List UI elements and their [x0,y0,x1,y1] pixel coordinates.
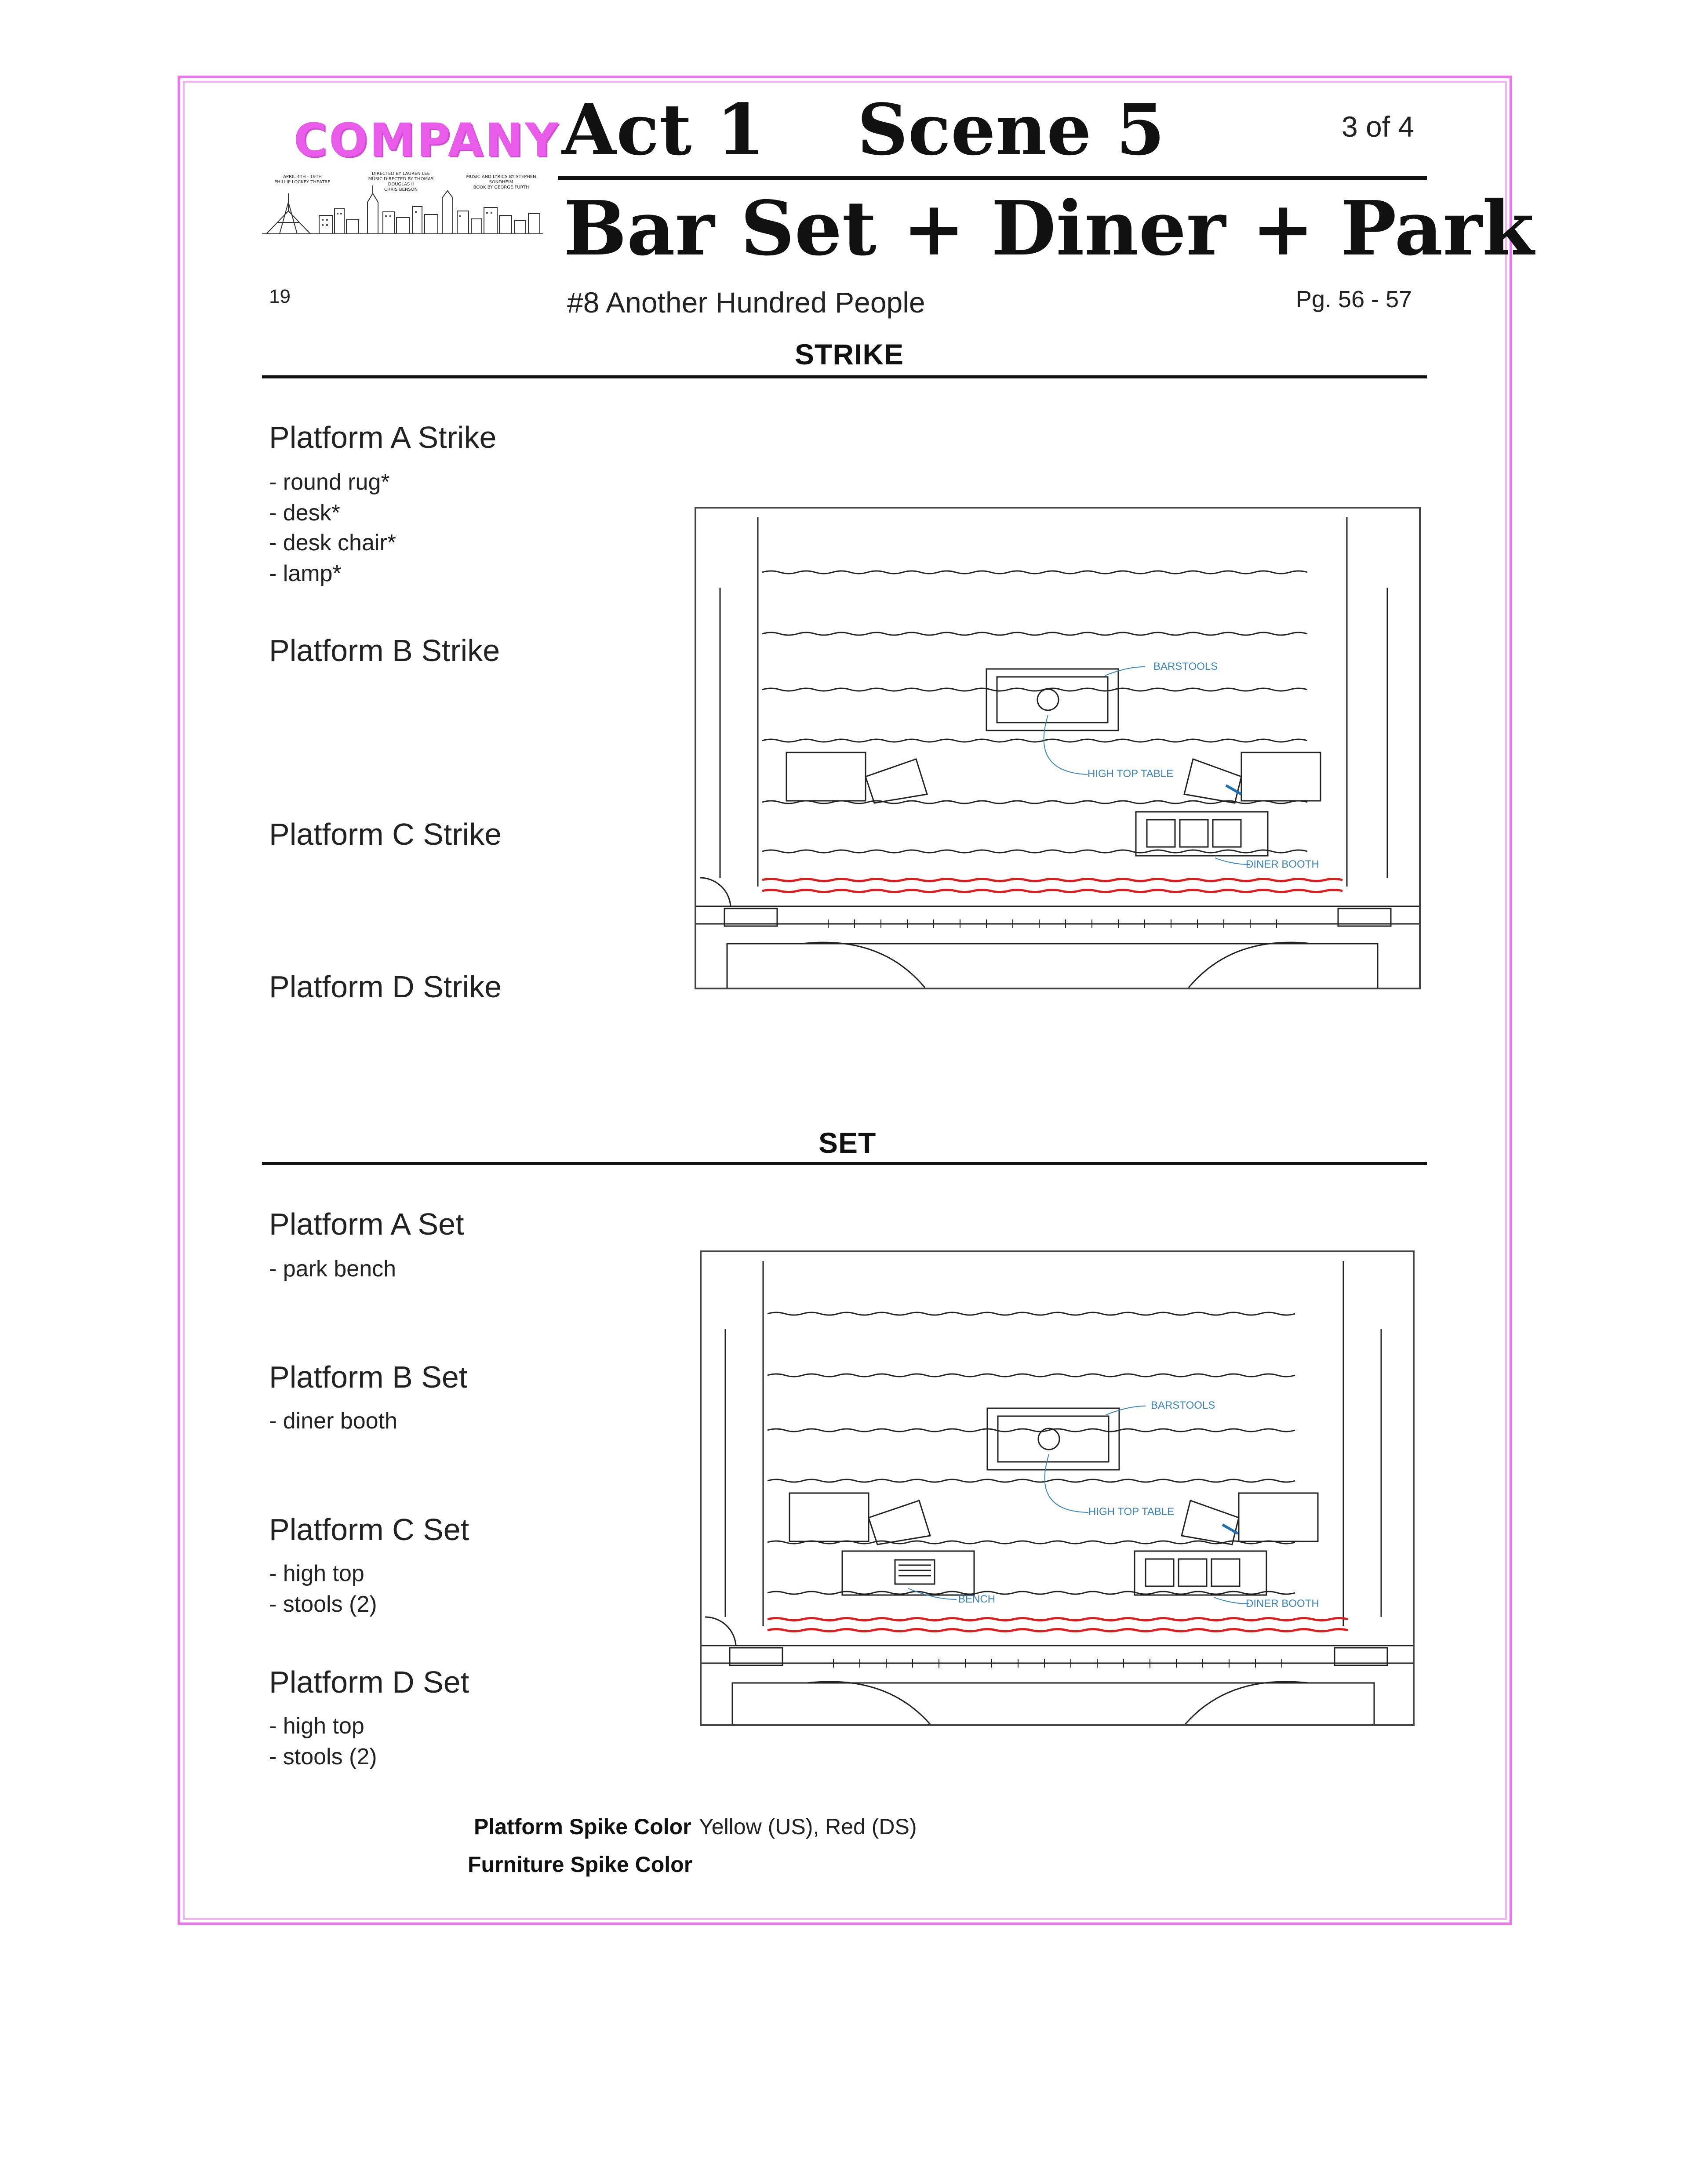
strike-platform-a-item: - lamp* [269,561,342,586]
set-label-barstools: BARSTOOLS [1151,1399,1215,1411]
skyline-illustration [262,185,543,237]
set-rule [262,1162,1427,1165]
strike-platform-a-item: - round rug* [269,469,390,495]
logo-credit-left: APRIL 4TH - 19TH PHILLIP LOCKEY THEATRE [274,174,331,185]
set-platform-a-item: - park bench [269,1256,397,1282]
strike-label-high-top: HIGH TOP TABLE [1088,768,1174,780]
strike-label-barstools: BARSTOOLS [1153,661,1218,672]
furniture-spike-label: Furniture Spike Color [468,1852,693,1877]
strike-platform-c-title: Platform C Strike [269,817,502,851]
set-label-bench: BENCH [958,1593,996,1605]
strike-platform-a-item: - desk chair* [269,530,396,556]
set-heading: SET [819,1127,877,1159]
strike-platform-b-title: Platform B Strike [269,633,500,668]
song-title: #8 Another Hundred People [567,286,925,319]
set-platform-d-item: - stools (2) [269,1744,377,1770]
platform-spike-value: Yellow (US), Red (DS) [699,1814,917,1839]
set-label-high-top: HIGH TOP TABLE [1088,1506,1175,1518]
set-platform-a-title: Platform A Set [269,1207,464,1241]
strike-ground-plan [695,507,1421,989]
set-platform-d-title: Platform D Set [269,1665,469,1699]
scene-title: Scene 5 [857,88,1165,171]
sheet-number: 19 [269,286,291,307]
logo-credit-right: MUSIC AND LYRICS BY STEPHEN SONDHEIM BOOK BY GEORGE FURTH [466,174,536,190]
strike-platform-a-title: Platform A Strike [269,420,497,454]
strike-platform-d-title: Platform D Strike [269,970,502,1004]
strike-platform-a-item: - desk* [269,500,340,526]
strike-label-diner-booth: DINER BOOTH [1246,858,1319,870]
script-pages: Pg. 56 - 57 [1296,286,1412,313]
header-rule [558,176,1427,180]
set-platform-b-title: Platform B Set [269,1360,468,1394]
page-count: 3 of 4 [1342,110,1415,143]
set-title: Bar Set + Diner + Park [564,185,1534,273]
act-title: Act 1 [562,88,765,171]
set-platform-c-title: Platform C Set [269,1512,469,1547]
set-platform-c-item: - stools (2) [269,1592,377,1617]
set-platform-b-item: - diner booth [269,1408,397,1434]
strike-rule [262,375,1427,378]
logo-credit-mid: DIRECTED BY LAUREN LEE MUSIC DIRECTED BY THOMAS DOUGLAS II CHRIS BENSON [368,171,434,192]
platform-spike-label: Platform Spike Color [474,1814,691,1839]
set-label-diner-booth: DINER BOOTH [1246,1598,1319,1610]
set-platform-c-item: - high top [269,1561,364,1586]
set-ground-plan [700,1250,1415,1726]
logo-wordmark: COMPANY [294,113,560,167]
set-platform-d-item: - high top [269,1713,364,1739]
strike-heading: STRIKE [795,338,904,371]
